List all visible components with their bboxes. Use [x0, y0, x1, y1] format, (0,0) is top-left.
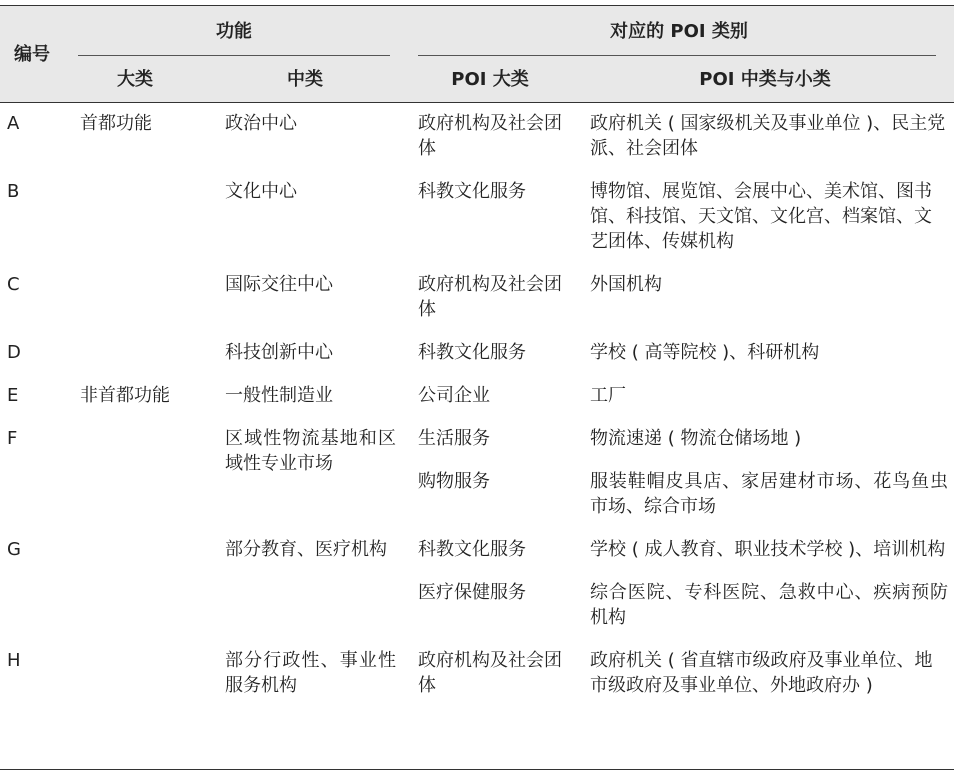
row-poi-sub: 博物馆、展览馆、会展中心、美术馆、图书馆、科技馆、天文馆、文化宫、档案馆、文艺团体、传媒机构 — [590, 181, 932, 252]
row-major — [80, 331, 206, 349]
header-function-group-label: 功能 — [216, 20, 252, 42]
row-poi-sub: 综合医院、专科医院、急救中心、疾病预防机构 — [590, 582, 949, 628]
table-row — [0, 170, 954, 263]
header-poi-underline — [418, 55, 936, 56]
row-poi-sub: 学校 ( 高等院校 )、科研机构 — [590, 342, 820, 363]
row-code: C — [7, 274, 20, 295]
row-poi-major: 科教文化服务 — [418, 342, 526, 363]
row-code: A — [7, 113, 20, 134]
table-row — [0, 331, 954, 374]
header-poi-group-label: 对应的 POI 类别 — [610, 20, 748, 42]
row-major — [80, 417, 206, 435]
table-row — [0, 102, 954, 170]
row-major: 非首都功能 — [80, 385, 170, 406]
row-poi-major: 政府机构及社会团体 — [418, 113, 562, 159]
header-number: 编号 — [0, 6, 64, 102]
row-middle: 部分行政性、事业性服务机构 — [225, 650, 396, 696]
row-major — [80, 528, 206, 546]
row-major — [80, 170, 206, 188]
header-major: 大类 — [64, 56, 206, 102]
row-poi-major: 公司企业 — [418, 385, 490, 406]
header-poi-major: POI 大类 — [404, 56, 576, 102]
row-code: B — [7, 181, 20, 202]
table-row — [0, 374, 954, 417]
row-major — [80, 263, 206, 281]
row-poi-major: 科教文化服务 — [418, 181, 526, 202]
row-poi-sub: 物流速递 ( 物流仓储场地 ) — [590, 428, 802, 449]
table-row — [0, 528, 954, 571]
header-function-underline — [78, 55, 390, 56]
row-middle: 区域性物流基地和区域性专业市场 — [225, 428, 396, 474]
poi-function-table — [0, 6, 954, 707]
row-poi-sub: 学校 ( 成人教育、职业技术学校 )、培训机构 — [590, 539, 946, 560]
header-poi-sub: POI 中类与小类 — [576, 56, 954, 102]
row-major — [80, 639, 206, 657]
row-code: D — [7, 342, 21, 363]
table-bottom-rule — [0, 769, 954, 770]
table-row — [0, 639, 954, 707]
row-code: H — [7, 650, 21, 671]
row-code: G — [7, 539, 21, 560]
row-middle: 部分教育、医疗机构 — [225, 539, 387, 560]
row-code: E — [7, 385, 19, 406]
row-poi-major: 购物服务 — [418, 471, 490, 492]
row-middle: 一般性制造业 — [225, 385, 333, 406]
row-poi-sub: 工厂 — [590, 385, 626, 406]
row-poi-major: 生活服务 — [418, 428, 490, 449]
row-poi-sub: 外国机构 — [590, 274, 662, 295]
table-row — [0, 263, 954, 331]
row-poi-sub: 政府机关 ( 国家级机关及事业单位 )、民主党派、社会团体 — [590, 113, 946, 159]
row-middle: 政治中心 — [225, 113, 297, 134]
row-major: 首都功能 — [80, 113, 152, 134]
header-middle: 中类 — [206, 56, 404, 102]
row-poi-sub: 政府机关 ( 省直辖市级政府及事业单位、地市级政府及事业单位、外地政府办 ) — [590, 650, 933, 696]
row-middle: 文化中心 — [225, 181, 297, 202]
header-poi-group — [404, 6, 954, 56]
row-poi-major: 医疗保健服务 — [418, 582, 526, 603]
table-row — [0, 417, 954, 460]
row-poi-major: 政府机构及社会团体 — [418, 274, 562, 320]
row-middle: 科技创新中心 — [225, 342, 333, 363]
row-poi-major: 政府机构及社会团体 — [418, 650, 562, 696]
row-poi-major: 科教文化服务 — [418, 539, 526, 560]
row-middle: 国际交往中心 — [225, 274, 333, 295]
row-code: F — [7, 428, 18, 449]
header-function-group — [64, 6, 404, 56]
row-poi-sub: 服装鞋帽皮具店、家居建材市场、花鸟鱼虫市场、综合市场 — [590, 471, 949, 517]
